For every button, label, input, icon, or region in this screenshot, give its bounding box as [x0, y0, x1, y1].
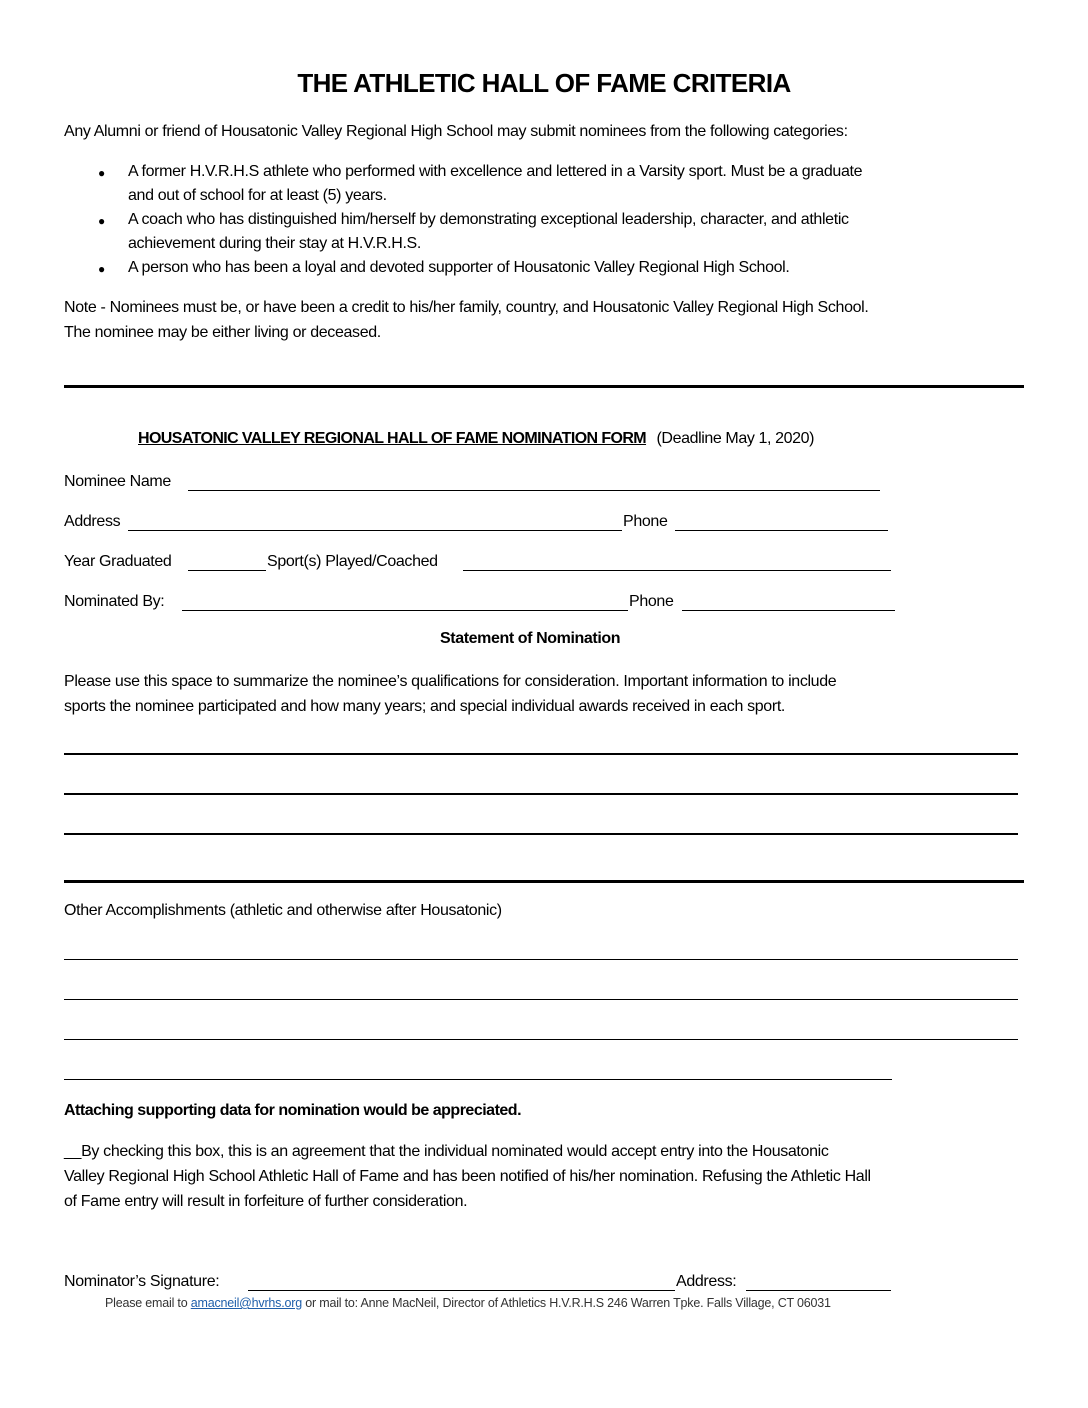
criteria-bullet-2-line1: A coach who has distinguished him/herself by demonstrating exceptional leadership, character, and athletic — [128, 211, 849, 228]
bullet-icon: ● — [98, 166, 106, 180]
year-graduated-label: Year Graduated — [64, 553, 172, 570]
attach-note: Attaching supporting data for nomination would be appreciated. — [64, 1102, 522, 1119]
footer — [105, 1296, 831, 1310]
year-graduated-field[interactable] — [188, 570, 266, 571]
phone-label: Phone — [623, 513, 668, 530]
form-deadline: (Deadline May 1, 2020) — [656, 430, 815, 447]
address-label: Address — [64, 513, 121, 530]
statement-heading: Statement of Nomination — [440, 630, 621, 647]
nominee-name-field[interactable] — [188, 490, 880, 491]
other-line-2[interactable] — [64, 999, 1018, 1000]
statement-line-2[interactable] — [64, 793, 1018, 795]
nominated-by-label: Nominated By: — [64, 593, 165, 610]
agreement-line2: Valley Regional High School Athletic Hall of Fame and has been notified of his/her nomination. Refusing the Athletic Hall — [64, 1168, 871, 1185]
bullet-icon: ● — [98, 214, 106, 228]
statement-line-1[interactable] — [64, 753, 1018, 755]
signature-field[interactable] — [248, 1290, 675, 1291]
signature-label: Nominator’s Signature: — [64, 1273, 220, 1290]
criteria-bullet-1-line1: A former H.V.R.H.S athlete who performed with excellence and lettered in a Varsity sport. Must be a graduate — [128, 163, 863, 180]
agreement-checkbox-line1[interactable]: __By checking this box, this is an agreement that the individual nominated would accept entry into the Housatonic — [64, 1143, 829, 1160]
form-title: HOUSATONIC VALLEY REGIONAL HALL OF FAME NOMINATION FORM — [138, 430, 647, 447]
criteria-note-line2: The nominee may be either living or deceased. — [64, 324, 381, 341]
phone-field[interactable] — [675, 530, 888, 531]
nominator-phone-label: Phone — [629, 593, 674, 610]
other-line-4[interactable] — [64, 1079, 892, 1080]
address-field[interactable] — [128, 530, 622, 531]
signature-address-field[interactable] — [746, 1290, 891, 1291]
section-divider — [64, 385, 1024, 388]
sports-label: Sport(s) Played/Coached — [267, 553, 438, 570]
criteria-intro: Any Alumni or friend of Housatonic Valley Regional High School may submit nominees from the following categories: — [64, 123, 848, 140]
page-title: THE ATHLETIC HALL OF FAME CRITERIA — [297, 68, 791, 98]
other-line-3[interactable] — [64, 1039, 1018, 1040]
statement-instructions-line2: sports the nominee participated and how many years; and special individual awards received in each sport. — [64, 698, 786, 715]
footer-prefix: Please email to — [105, 1296, 191, 1310]
statement-instructions-line1: Please use this space to summarize the nominee’s qualifications for consideration. Important information to include — [64, 673, 837, 690]
form-header — [138, 430, 814, 448]
agreement-line3: of Fame entry will result in forfeiture of further consideration. — [64, 1193, 468, 1210]
criteria-bullet-2-line2: achievement during their stay at H.V.R.H.S. — [128, 235, 421, 252]
statement-line-4[interactable] — [64, 880, 1024, 883]
sports-field[interactable] — [463, 570, 891, 571]
statement-line-3[interactable] — [64, 833, 1018, 835]
criteria-note-line1: Note - Nominees must be, or have been a credit to his/her family, country, and Housatonic Valley Regional High School. — [64, 299, 869, 316]
footer-suffix: or mail to: Anne MacNeil, Director of Athletics H.V.R.H.S 246 Warren Tpke. Falls Village, CT 06031 — [301, 1296, 831, 1310]
signature-address-label: Address: — [676, 1273, 737, 1290]
nominee-name-label: Nominee Name — [64, 473, 171, 490]
email-link[interactable]: amacneil@hvrhs.org — [190, 1296, 302, 1310]
criteria-bullet-3-line1: A person who has been a loyal and devoted supporter of Housatonic Valley Regional High School. — [128, 259, 790, 276]
other-accomplishments-label: Other Accomplishments (athletic and otherwise after Housatonic) — [64, 902, 502, 919]
criteria-bullet-1-line2: and out of school for at least (5) years. — [128, 187, 387, 204]
bullet-icon: ● — [98, 262, 106, 276]
nominator-phone-field[interactable] — [682, 610, 895, 611]
other-line-1[interactable] — [64, 959, 1018, 960]
nominated-by-field[interactable] — [182, 610, 628, 611]
